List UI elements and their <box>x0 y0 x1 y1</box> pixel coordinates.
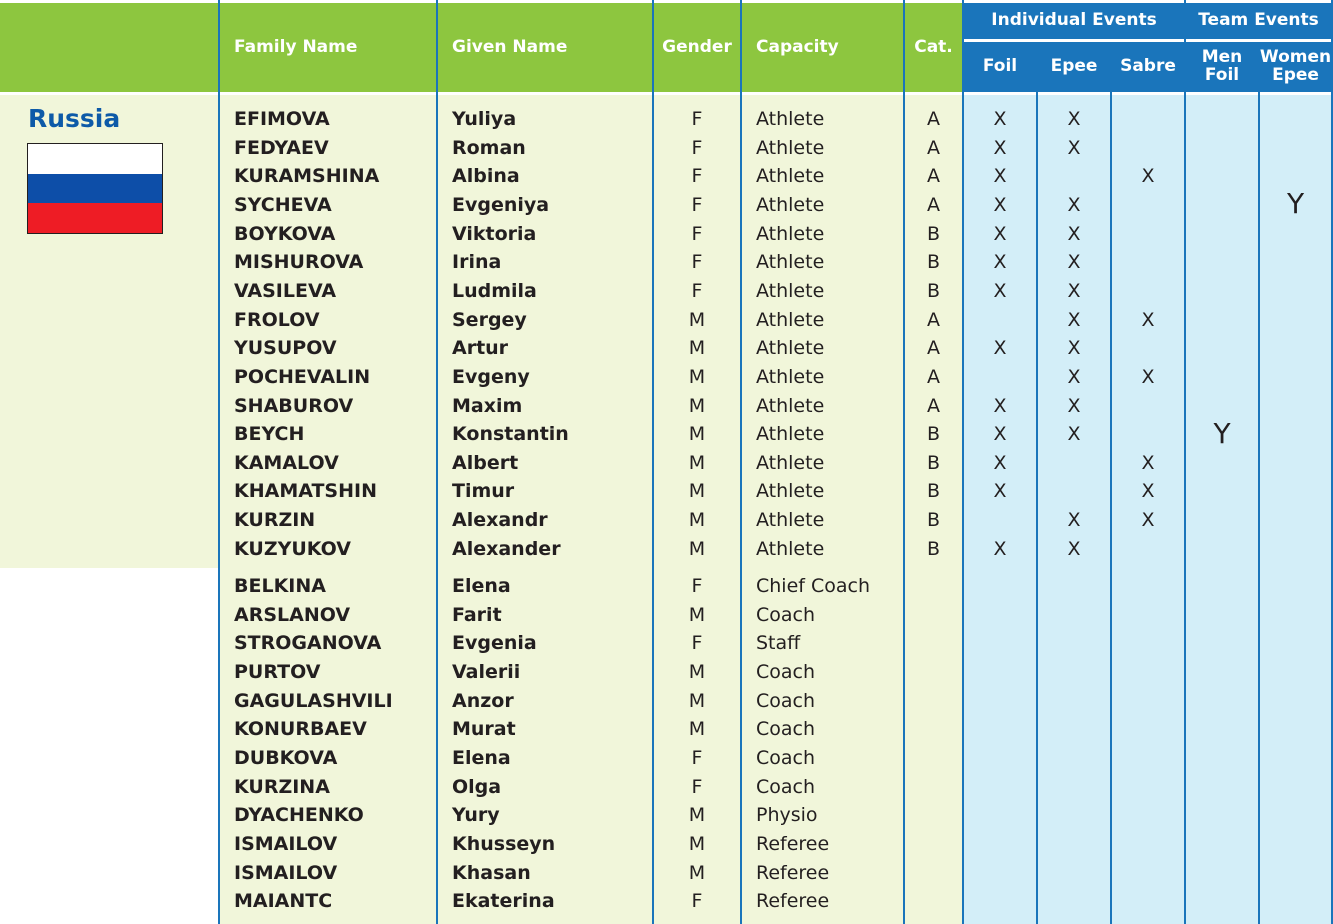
category: A <box>927 366 940 388</box>
family-name: KURAMSHINA <box>234 165 380 187</box>
gender: F <box>691 223 703 245</box>
family-name: GAGULASHVILI <box>234 690 393 712</box>
family-name: KURZINA <box>234 776 330 798</box>
given-name: Artur <box>452 337 509 359</box>
gender: M <box>688 480 706 502</box>
epee-mark: X <box>1067 538 1081 560</box>
given-name: Evgeniya <box>452 194 550 216</box>
gender: F <box>691 137 703 159</box>
family-name: SHABUROV <box>234 395 354 417</box>
capacity: Coach <box>756 604 816 626</box>
column-rule <box>436 0 438 924</box>
epee-mark: X <box>1067 309 1081 331</box>
gender: F <box>691 194 703 216</box>
category: B <box>926 480 941 502</box>
category: A <box>927 165 940 187</box>
sabre-mark: X <box>1141 452 1155 474</box>
foil-mark: X <box>993 251 1007 273</box>
capacity: Physio <box>756 804 818 826</box>
epee-mark: X <box>1067 395 1081 417</box>
foil-mark: X <box>993 423 1007 445</box>
header-women-epee: Women Epee <box>1259 47 1332 85</box>
russia-flag-icon <box>27 143 163 234</box>
given-name: Farit <box>452 604 502 626</box>
capacity: Staff <box>756 632 801 654</box>
family-name: PURTOV <box>234 661 321 683</box>
family-name: YUSUPOV <box>234 337 337 359</box>
capacity: Athlete <box>756 280 825 302</box>
category: A <box>927 395 940 417</box>
epee-mark: X <box>1067 108 1081 130</box>
family-name: DUBKOVA <box>234 747 338 769</box>
family-name: BELKINA <box>234 575 326 597</box>
family-name: SYCHEVA <box>234 194 332 216</box>
header-men-foil: Men Foil <box>1201 47 1243 85</box>
capacity: Athlete <box>756 452 825 474</box>
given-name: Maxim <box>452 395 523 417</box>
given-name: Murat <box>452 718 516 740</box>
family-name: BOYKOVA <box>234 223 336 245</box>
family-name: MISHUROVA <box>234 251 364 273</box>
capacity: Athlete <box>756 366 825 388</box>
given-name: Konstantin <box>452 423 569 445</box>
family-name: ISMAILOV <box>234 833 338 855</box>
gender: F <box>691 575 703 597</box>
sabre-mark: X <box>1141 509 1155 531</box>
capacity: Coach <box>756 718 816 740</box>
header-sabre: Sabre <box>1120 56 1176 77</box>
foil-mark: X <box>993 452 1007 474</box>
gender: F <box>691 280 703 302</box>
team-men-foil-mark: Y <box>1213 417 1231 450</box>
foil-mark: X <box>993 137 1007 159</box>
foil-mark: X <box>993 194 1007 216</box>
epee-mark: X <box>1067 137 1081 159</box>
given-name: Anzor <box>452 690 514 712</box>
capacity: Athlete <box>756 480 825 502</box>
sabre-mark: X <box>1141 366 1155 388</box>
given-name: Sergey <box>452 309 527 331</box>
foil-mark: X <box>993 165 1007 187</box>
header-line-bottom <box>0 92 1333 95</box>
foil-mark: X <box>993 223 1007 245</box>
category: A <box>927 137 940 159</box>
capacity: Coach <box>756 690 816 712</box>
gender: M <box>688 309 706 331</box>
family-name: EFIMOVA <box>234 108 330 130</box>
given-name: Olga <box>452 776 502 798</box>
country-name: Russia <box>28 104 121 133</box>
epee-mark: X <box>1067 366 1081 388</box>
family-name: BEYCH <box>234 423 305 445</box>
capacity: Athlete <box>756 108 825 130</box>
given-name: Alexander <box>452 538 561 560</box>
category: B <box>926 280 941 302</box>
family-name: KONURBAEV <box>234 718 367 740</box>
family-name: ISMAILOV <box>234 862 338 884</box>
category: B <box>926 452 941 474</box>
gender: M <box>688 423 706 445</box>
gender: M <box>688 604 706 626</box>
family-name: STROGANOVA <box>234 632 382 654</box>
epee-mark: X <box>1067 423 1081 445</box>
family-name: DYACHENKO <box>234 804 364 826</box>
gender: F <box>691 890 703 912</box>
capacity: Athlete <box>756 223 825 245</box>
gender: M <box>688 452 706 474</box>
epee-mark: X <box>1067 223 1081 245</box>
given-name: Yuliya <box>452 108 517 130</box>
capacity: Athlete <box>756 309 825 331</box>
family-name: KHAMATSHIN <box>234 480 377 502</box>
column-rule <box>218 0 220 924</box>
family-name: KUZYUKOV <box>234 538 351 560</box>
capacity: Chief Coach <box>756 575 871 597</box>
given-name: Albert <box>452 452 519 474</box>
category: B <box>926 251 941 273</box>
given-name: Valerii <box>452 661 521 683</box>
capacity: Athlete <box>756 538 825 560</box>
capacity: Coach <box>756 661 816 683</box>
category: B <box>926 538 941 560</box>
gender: F <box>691 165 703 187</box>
left-panel-lower <box>0 568 219 924</box>
given-name: Elena <box>452 747 511 769</box>
gender: M <box>688 661 706 683</box>
family-name: FROLOV <box>234 309 320 331</box>
epee-mark: X <box>1067 280 1081 302</box>
gender: F <box>691 108 703 130</box>
capacity: Athlete <box>756 165 825 187</box>
header-gender: Gender <box>662 36 732 57</box>
category: B <box>926 423 941 445</box>
category: A <box>927 337 940 359</box>
epee-mark: X <box>1067 509 1081 531</box>
capacity: Athlete <box>756 251 825 273</box>
given-name: Albina <box>452 165 520 187</box>
category: B <box>926 509 941 531</box>
column-rule <box>740 0 742 924</box>
column-rule <box>1036 42 1038 924</box>
sabre-mark: X <box>1141 309 1155 331</box>
gender: F <box>691 776 703 798</box>
category: A <box>927 194 940 216</box>
family-name: VASILEVA <box>234 280 337 302</box>
gender: M <box>688 395 706 417</box>
capacity: Referee <box>756 833 830 855</box>
header-individual-events: Individual Events <box>991 10 1157 31</box>
family-name: FEDYAEV <box>234 137 329 159</box>
epee-mark: X <box>1067 251 1081 273</box>
given-name: Yury <box>452 804 500 826</box>
capacity: Referee <box>756 890 830 912</box>
sabre-mark: X <box>1141 165 1155 187</box>
gender: F <box>691 747 703 769</box>
capacity: Athlete <box>756 423 825 445</box>
family-name: MAIANTC <box>234 890 333 912</box>
capacity: Athlete <box>756 194 825 216</box>
capacity: Athlete <box>756 337 825 359</box>
foil-mark: X <box>993 538 1007 560</box>
column-rule <box>1258 42 1260 924</box>
blank-divider <box>904 562 964 924</box>
given-name: Timur <box>452 480 515 502</box>
family-name: KAMALOV <box>234 452 339 474</box>
given-name: Khasan <box>452 862 531 884</box>
gender: M <box>688 718 706 740</box>
family-name: POCHEVALIN <box>234 366 371 388</box>
team-women-epee-mark: Y <box>1286 187 1305 220</box>
foil-mark: X <box>993 280 1007 302</box>
category: A <box>927 108 940 130</box>
capacity: Coach <box>756 776 816 798</box>
given-name: Alexandr <box>452 509 548 531</box>
capacity: Athlete <box>756 395 825 417</box>
header-capacity: Capacity <box>756 36 839 57</box>
gender: M <box>688 509 706 531</box>
category: B <box>926 223 941 245</box>
gender: M <box>688 337 706 359</box>
column-rule <box>1184 0 1186 924</box>
given-name: Irina <box>452 251 502 273</box>
header-category: Cat. <box>914 36 953 57</box>
gender: M <box>688 538 706 560</box>
given-name: Elena <box>452 575 511 597</box>
foil-mark: X <box>993 395 1007 417</box>
header-epee: Epee <box>1050 56 1098 77</box>
given-name: Evgeny <box>452 366 530 388</box>
capacity: Athlete <box>756 137 825 159</box>
given-name: Ekaterina <box>452 890 555 912</box>
foil-mark: X <box>993 108 1007 130</box>
epee-mark: X <box>1067 337 1081 359</box>
header-family-name: Family Name <box>234 36 358 57</box>
given-name: Ludmila <box>452 280 537 302</box>
foil-mark: X <box>993 480 1007 502</box>
header-foil: Foil <box>982 56 1018 77</box>
gender: M <box>688 690 706 712</box>
gender: M <box>688 366 706 388</box>
family-name: KURZIN <box>234 509 316 531</box>
capacity: Referee <box>756 862 830 884</box>
foil-mark: X <box>993 337 1007 359</box>
epee-mark: X <box>1067 194 1081 216</box>
given-name: Khusseyn <box>452 833 556 855</box>
header-team-events: Team Events <box>1198 10 1319 31</box>
given-name: Roman <box>452 137 526 159</box>
family-name: ARSLANOV <box>234 604 351 626</box>
capacity: Athlete <box>756 509 825 531</box>
given-name: Viktoria <box>452 223 537 245</box>
gender: M <box>688 833 706 855</box>
given-name: Evgenia <box>452 632 537 654</box>
gender: F <box>691 632 703 654</box>
sabre-mark: X <box>1141 480 1155 502</box>
category: A <box>927 309 940 331</box>
gender: F <box>691 251 703 273</box>
capacity: Coach <box>756 747 816 769</box>
header-given-name: Given Name <box>452 36 568 57</box>
gender: M <box>688 804 706 826</box>
gender: M <box>688 862 706 884</box>
